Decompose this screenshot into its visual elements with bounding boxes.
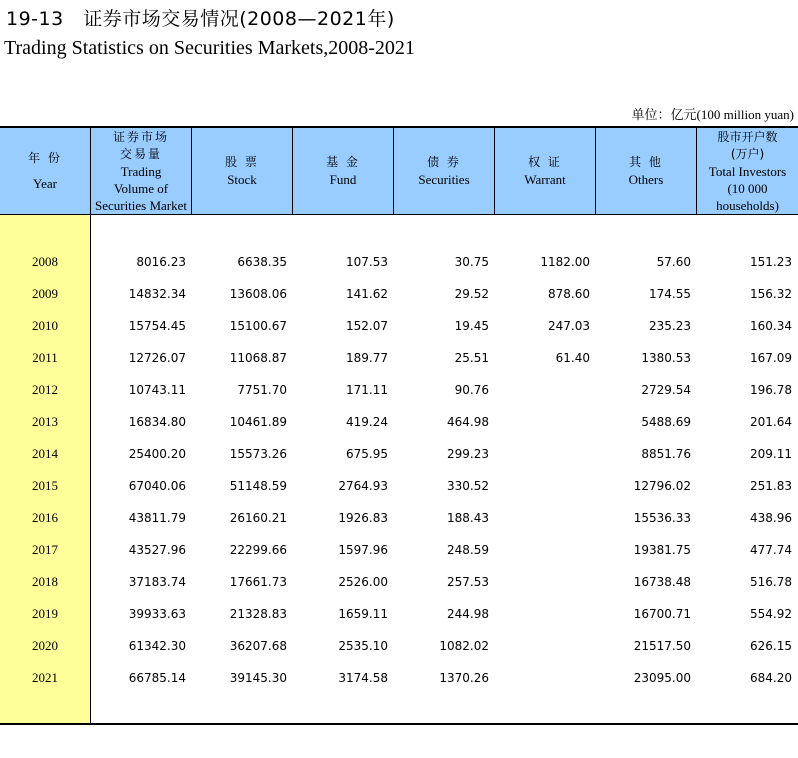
investors-cell: 516.78 (750, 575, 792, 589)
header-year-en: Year (33, 176, 57, 191)
header-securities (394, 128, 495, 214)
header-stock (192, 128, 293, 214)
table-row (0, 566, 798, 598)
others-cell: 16700.71 (633, 607, 691, 621)
others-cell: 1380.53 (641, 351, 691, 365)
investors-cell: 156.32 (750, 287, 792, 301)
warrant-cell: 61.40 (555, 351, 590, 365)
stock-cell: 51148.59 (229, 479, 287, 493)
year-cell: 2020 (32, 638, 58, 653)
fund-cell: 1659.11 (338, 607, 388, 621)
header-others (596, 128, 697, 214)
header-stock-cn: 股 票 (225, 155, 259, 169)
table-row (0, 534, 798, 566)
fund-cell: 1926.83 (338, 511, 388, 525)
stock-cell: 17661.73 (229, 575, 287, 589)
table-header (0, 128, 798, 215)
securities-cell: 29.52 (454, 287, 489, 301)
investors-cell: 201.64 (750, 415, 792, 429)
header-trading-cn1: 证券市场 (112, 129, 169, 144)
year-cell: 2016 (32, 510, 58, 525)
stock-cell: 7751.70 (237, 383, 287, 397)
securities-cell: 30.75 (454, 255, 489, 269)
investors-cell: 209.11 (750, 447, 792, 461)
others-cell: 19381.75 (633, 543, 691, 557)
header-fund-en: Fund (329, 172, 357, 187)
header-year (0, 128, 91, 214)
stock-cell: 26160.21 (229, 511, 287, 525)
table-row (0, 470, 798, 502)
header-others-cn: 其 他 (629, 155, 663, 169)
investors-cell: 554.92 (750, 607, 792, 621)
stock-cell: 39145.30 (229, 671, 287, 685)
trading-cell: 43811.79 (128, 511, 186, 525)
table-row (0, 278, 798, 310)
securities-cell: 188.43 (447, 511, 489, 525)
header-others-en: Others (628, 172, 664, 187)
stock-cell: 6638.35 (237, 255, 287, 269)
securities-cell: 257.53 (447, 575, 489, 589)
trading-cell: 25400.20 (128, 447, 186, 461)
fund-cell: 2526.00 (338, 575, 388, 589)
header-trading-volume (91, 128, 192, 214)
investors-cell: 251.83 (750, 479, 792, 493)
trading-cell: 67040.06 (128, 479, 186, 493)
year-cell: 2012 (32, 382, 58, 397)
stock-cell: 36207.68 (229, 639, 287, 653)
table-row (0, 502, 798, 534)
header-securities-en: Securities (418, 172, 470, 187)
stock-cell: 15573.26 (229, 447, 287, 461)
year-cell: 2009 (32, 286, 58, 301)
others-cell: 174.55 (649, 287, 691, 301)
year-cell: 2015 (32, 478, 58, 493)
securities-cell: 90.76 (454, 383, 489, 397)
header-stock-en: Stock (227, 172, 257, 187)
others-cell: 57.60 (656, 255, 691, 269)
table-row (0, 662, 798, 694)
table-row (0, 246, 798, 278)
others-cell: 23095.00 (633, 671, 691, 685)
fund-cell: 171.11 (346, 383, 388, 397)
header-warrant-en: Warrant (524, 172, 566, 187)
fund-cell: 189.77 (346, 351, 388, 365)
header-trading-en2: Volume of (113, 180, 169, 196)
table-row (0, 438, 798, 470)
header-investors-en3: households) (716, 197, 779, 213)
fund-cell: 107.53 (346, 255, 388, 269)
year-cell: 2021 (32, 670, 58, 685)
fund-cell: 2764.93 (338, 479, 388, 493)
table-row (0, 374, 798, 406)
investors-cell: 626.15 (750, 639, 792, 653)
header-trading-en1: Trading (120, 163, 162, 179)
stock-cell: 11068.87 (229, 351, 287, 365)
securities-cell: 330.52 (447, 479, 489, 493)
others-cell: 12796.02 (633, 479, 691, 493)
stock-cell: 21328.83 (229, 607, 287, 621)
investors-cell: 684.20 (750, 671, 792, 685)
year-cell: 2011 (32, 350, 58, 365)
header-investors-en2: (10 000 (727, 180, 768, 196)
others-cell: 2729.54 (641, 383, 691, 397)
year-cell: 2013 (32, 414, 58, 429)
warrant-cell: 878.60 (548, 287, 590, 301)
table-row (0, 630, 798, 662)
year-cell: 2008 (32, 254, 58, 269)
securities-cell: 244.98 (447, 607, 489, 621)
header-trading-en3: Securities Market (94, 197, 188, 213)
header-securities-cn: 债 券 (427, 155, 461, 169)
fund-cell: 141.62 (346, 287, 388, 301)
trading-cell: 14832.34 (128, 287, 186, 301)
investors-cell: 167.09 (750, 351, 792, 365)
year-cell: 2017 (32, 542, 58, 557)
fund-cell: 419.24 (346, 415, 388, 429)
stock-cell: 22299.66 (229, 543, 287, 557)
header-investors-en1: Total Investors (708, 163, 787, 179)
header-year-cn: 年 份 (28, 151, 62, 165)
header-total-investors (697, 128, 798, 214)
trading-cell: 12726.07 (128, 351, 186, 365)
others-cell: 235.23 (649, 319, 691, 333)
fund-cell: 152.07 (346, 319, 388, 333)
header-fund-cn: 基 金 (326, 155, 360, 169)
page-title-english: Trading Statistics on Securities Markets,2008-2021 (4, 37, 415, 59)
header-investors-cn1: 股市开户数 (717, 129, 778, 144)
stock-cell: 10461.89 (229, 415, 287, 429)
investors-cell: 151.23 (750, 255, 792, 269)
table-row (0, 310, 798, 342)
securities-cell: 464.98 (447, 415, 489, 429)
header-warrant (495, 128, 596, 214)
table-row (0, 598, 798, 630)
securities-cell: 248.59 (447, 543, 489, 557)
unit-label: 单位：亿元(100 million yuan) (631, 107, 794, 122)
year-cell: 2018 (32, 574, 58, 589)
year-cell: 2019 (32, 606, 58, 621)
trading-cell: 66785.14 (128, 671, 186, 685)
trading-cell: 8016.23 (136, 255, 186, 269)
stock-cell: 13608.06 (229, 287, 287, 301)
trading-cell: 39933.63 (128, 607, 186, 621)
warrant-cell: 247.03 (548, 319, 590, 333)
others-cell: 5488.69 (641, 415, 691, 429)
securities-cell: 25.51 (454, 351, 489, 365)
others-cell: 16738.48 (633, 575, 691, 589)
header-fund (293, 128, 394, 214)
header-warrant-cn: 权 证 (528, 155, 562, 169)
trading-cell: 10743.11 (128, 383, 186, 397)
trading-cell: 15754.45 (128, 319, 186, 333)
trading-cell: 37183.74 (128, 575, 186, 589)
investors-cell: 477.74 (750, 543, 792, 557)
fund-cell: 3174.58 (338, 671, 388, 685)
investors-cell: 438.96 (750, 511, 792, 525)
others-cell: 21517.50 (633, 639, 691, 653)
investors-cell: 196.78 (750, 383, 792, 397)
warrant-cell: 1182.00 (540, 255, 590, 269)
table-row (0, 342, 798, 374)
securities-cell: 1370.26 (439, 671, 489, 685)
fund-cell: 1597.96 (338, 543, 388, 557)
stock-cell: 15100.67 (229, 319, 287, 333)
table-row (0, 406, 798, 438)
page-title-chinese: 19-13 证券市场交易情况(2008—2021年) (6, 8, 395, 30)
year-cell: 2014 (32, 446, 58, 461)
securities-cell: 299.23 (447, 447, 489, 461)
header-trading-cn2: 交易量 (119, 146, 162, 161)
fund-cell: 2535.10 (338, 639, 388, 653)
trading-cell: 43527.96 (128, 543, 186, 557)
year-cell: 2010 (32, 318, 58, 333)
securities-cell: 1082.02 (439, 639, 489, 653)
fund-cell: 675.95 (346, 447, 388, 461)
header-investors-cn2: (万户) (730, 146, 765, 161)
others-cell: 8851.76 (641, 447, 691, 461)
trading-cell: 61342.30 (128, 639, 186, 653)
securities-cell: 19.45 (454, 319, 489, 333)
others-cell: 15536.33 (633, 511, 691, 525)
investors-cell: 160.34 (750, 319, 792, 333)
table-bottom-rule (0, 723, 798, 725)
trading-cell: 16834.80 (128, 415, 186, 429)
